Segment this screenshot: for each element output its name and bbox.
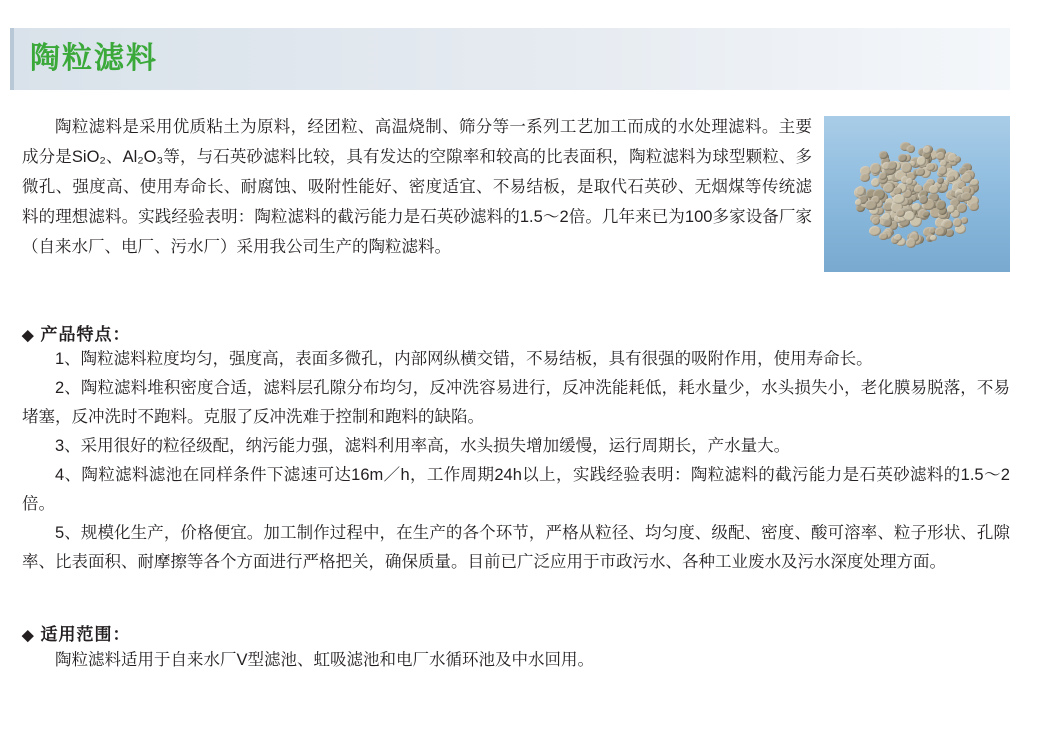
section-heading-features-label: 产品特点： [40,325,131,344]
feature-item: 1、陶粒滤料粒度均匀，强度高，表面多微孔，内部网纵横交错，不易结板，具有很强的吸附作用，使用寿命长。 [55,350,873,368]
scope-item: 陶粒滤料适用于自来水厂V型滤池、虹吸滤池和电厂水循环池及中水回用。 [55,651,595,669]
intro-paragraph: 陶粒滤料是采用优质粘土为原料，经团粒、高温烧制、筛分等一系列工艺加工而成的水处理滤料。主要成分是SiO₂、Al₂O₃等，与石英砂滤料比较，具有发达的空隙率和较高的比表面积，陶粒滤料为球型颗粒、多微孔、强度高、使用寿命长、耐腐蚀、吸附性能好、密度适宜、不易结板，是取代石英砂、无烟煤等传统滤料的理想滤料。实践经验表明：陶粒滤料的截污能力是石英砂滤料的1.5～2倍。几年来已为100多家设备厂家（自来水厂、电厂、污水厂）采用我公司生产的陶粒滤料。 [22,118,812,256]
ceramsite-filter-media-photo [824,116,1010,272]
section-heading-scope [22,620,131,645]
diamond-icon: ◆ [22,327,35,344]
feature-item: 5、规模化生产，价格便宜。加工制作过程中，在生产的各个环节，严格从粒径、均匀度、级配、密度、酸可溶率、粒子形状、孔隙率、比表面积、耐摩擦等各个方面进行严格把关，确保质量。目前已广泛应用于市政污水、各种工业废水及污水深度处理方面。 [22,524,1010,571]
diamond-icon: ◆ [22,627,35,644]
page-title: 陶粒滤料 [30,42,158,75]
feature-item: 4、陶粒滤料滤池在同样条件下滤速可达16m／h，工作周期24h以上，实践经验表明：陶粒滤料的截污能力是石英砂滤料的1.5～2倍。 [22,466,1010,513]
feature-item: 2、陶粒滤料堆积密度合适，滤料层孔隙分布均匀，反冲洗容易进行，反冲洗能耗低，耗水量少，水头损失小，老化膜易脱落，不易堵塞，反冲洗时不跑料。克服了反冲洗难于控制和跑料的缺陷。 [22,379,1010,426]
section-body-scope [22,646,1010,675]
section-body-features [22,345,1010,577]
section-heading-features [22,320,131,345]
ceramsite-granules [850,140,984,252]
feature-item: 3、采用很好的粒径级配，纳污能力强，滤料利用率高，水头损失增加缓慢，运行周期长，产水量大。 [55,437,791,455]
title-band [14,28,1010,90]
section-heading-scope-label: 适用范围： [40,625,131,644]
